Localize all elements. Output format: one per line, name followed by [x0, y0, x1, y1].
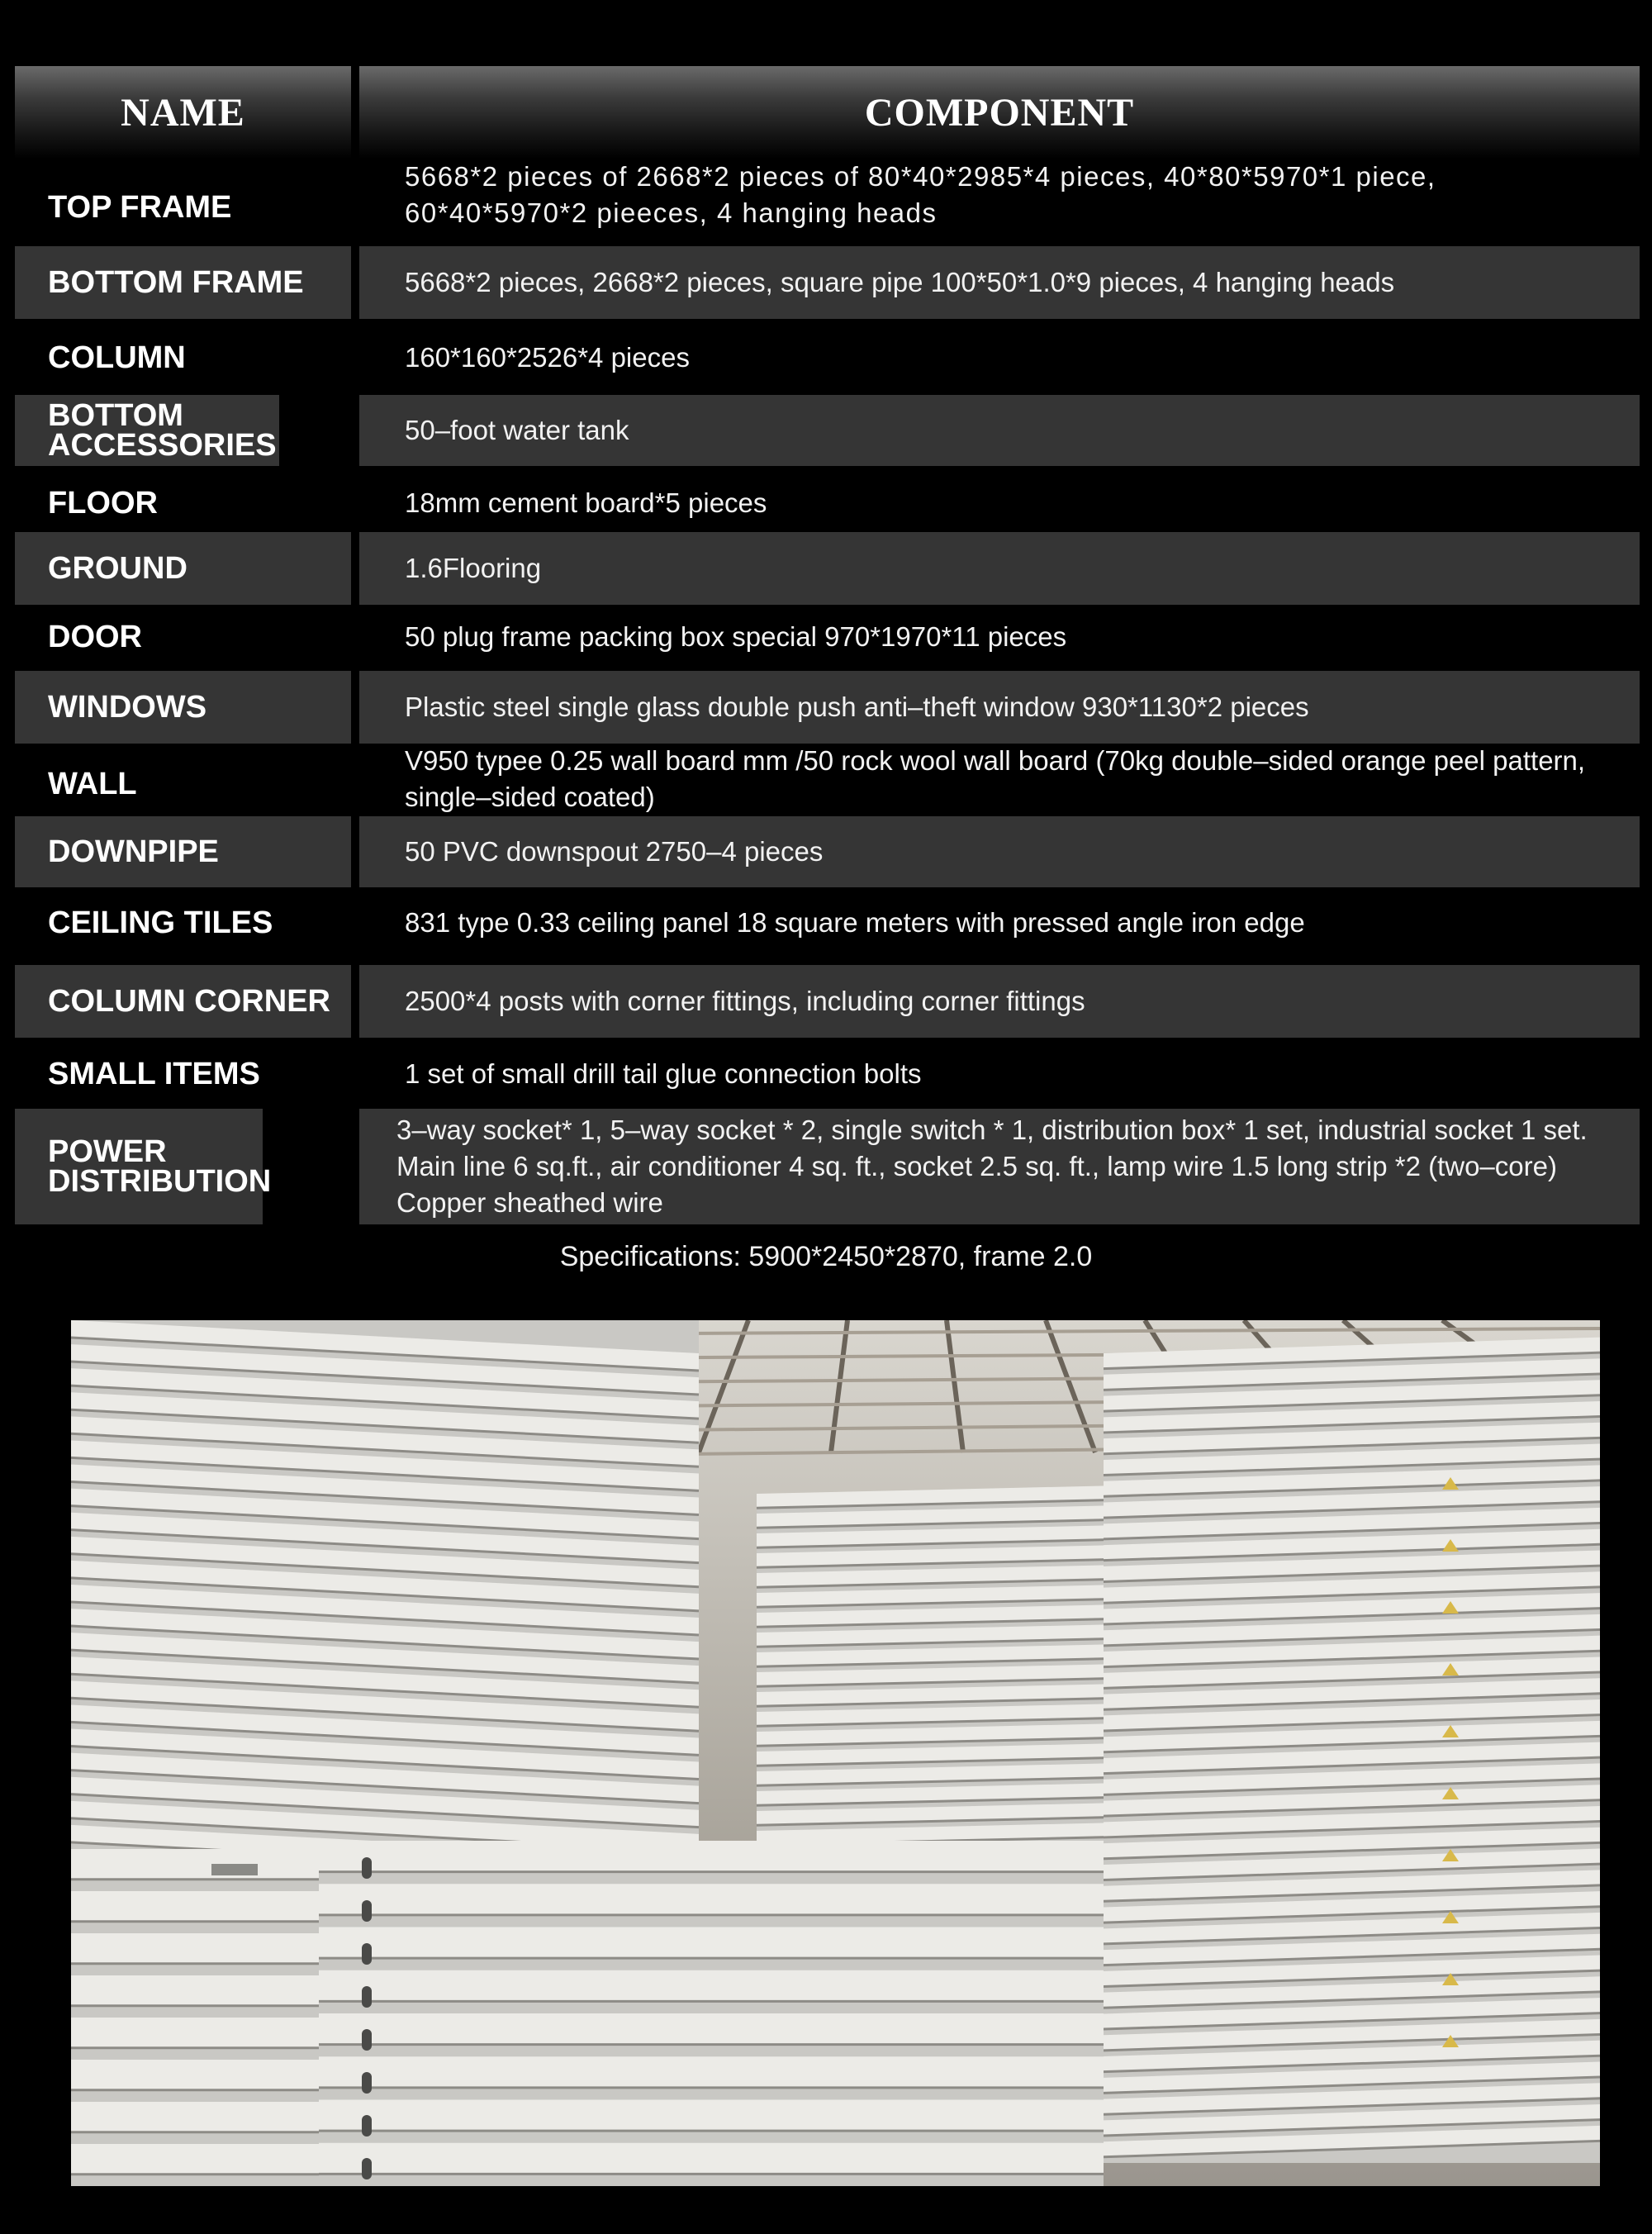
row-name: CEILING TILES	[48, 905, 273, 940]
table-row	[15, 246, 1640, 319]
row-component: 50 plug frame packing box special 970*1970*11 pieces	[405, 621, 1067, 652]
row-name: WINDOWS	[15, 671, 351, 744]
panel-hole	[362, 2158, 372, 2179]
panel-hole	[362, 1900, 372, 1922]
row-component: 50 PVC downspout 2750–4 pieces	[359, 816, 1640, 887]
table-row	[15, 744, 1640, 815]
table-row	[15, 1109, 1640, 1224]
row-name: GROUND	[15, 532, 351, 605]
row-component: 1.6Flooring	[359, 532, 1640, 605]
panel-hole	[362, 1986, 372, 2008]
row-component: Plastic steel single glass double push anti–theft window 930*1130*2 pieces	[359, 671, 1640, 744]
name-column-header: NAME	[15, 66, 351, 159]
stacked-container-frames-photo	[71, 1320, 1600, 2186]
row-component: 831 type 0.33 ceiling panel 18 square meters with pressed angle iron edge	[405, 907, 1305, 938]
row-name: DOOR	[48, 620, 142, 654]
row-name: POWER DISTRIBUTION	[15, 1109, 263, 1224]
table-row	[15, 322, 1640, 393]
panel-label-plate	[211, 1864, 258, 1875]
specifications-caption: Specifications: 5900*2450*2870, frame 2.0	[559, 1241, 1093, 1272]
panel-hole	[362, 1943, 372, 1965]
row-component: 5668*2 pieces, 2668*2 pieces, square pipe 100*50*1.0*9 pieces, 4 hanging heads	[359, 246, 1640, 319]
panel-stack-front	[319, 1841, 1104, 2186]
row-component: 18mm cement board*5 pieces	[405, 487, 767, 518]
table-row	[15, 965, 1640, 1038]
row-name: TOP FRAME	[48, 190, 232, 225]
panel-hole	[362, 1857, 372, 1879]
table-row	[15, 159, 1640, 231]
row-name: FLOOR	[48, 486, 158, 520]
row-component: 1 set of small drill tail glue connection bolts	[405, 1058, 922, 1089]
panel-hole	[362, 2029, 372, 2051]
row-name: COLUMN CORNER	[15, 965, 351, 1038]
table-row	[15, 1039, 1640, 1109]
panel-hole	[362, 2072, 372, 2094]
table-row	[15, 671, 1640, 744]
table-row	[15, 395, 1640, 466]
row-component: 50–foot water tank	[359, 395, 1640, 466]
row-name: WALL	[48, 767, 137, 801]
table-row	[15, 605, 1640, 669]
table-row	[15, 816, 1640, 887]
row-component: 2500*4 posts with corner fittings, including corner fittings	[359, 965, 1640, 1038]
row-component: 3–way socket* 1, 5–way socket * 2, single switch * 1, distribution box* 1 set, industrial socket 1 set. Main line 6 sq.ft., air conditioner 4 sq. ft., socket 2.5 sq. ft., lamp wire 1.5 long strip *2 (two–core) Copper sheathed wire	[359, 1109, 1640, 1224]
row-name: BOTTOM FRAME	[15, 246, 351, 319]
row-component: 5668*2 pieces of 2668*2 pieces of 80*40*2985*4 pieces, 40*80*5970*1 piece, 60*40*5970*2 pieeces, 4 hanging heads	[405, 161, 1436, 228]
table-row	[15, 887, 1640, 958]
row-name: DOWNPIPE	[15, 816, 351, 887]
row-component: 160*160*2526*4 pieces	[405, 342, 690, 373]
component-column-header: COMPONENT	[359, 66, 1640, 159]
row-name: BOTTOM ACCESSORIES	[15, 395, 279, 466]
row-component: V950 typee 0.25 wall board mm /50 rock wool wall board (70kg double–sided orange peel pattern, single–sided coated)	[405, 745, 1586, 812]
row-name: SMALL ITEMS	[48, 1057, 260, 1091]
panel-stack-right	[1104, 1337, 1600, 2163]
panel-hole	[362, 2115, 372, 2137]
row-name: COLUMN	[48, 340, 186, 375]
table-row	[15, 532, 1640, 605]
table-row	[15, 468, 1640, 539]
panel-stack-left	[71, 1320, 699, 1875]
